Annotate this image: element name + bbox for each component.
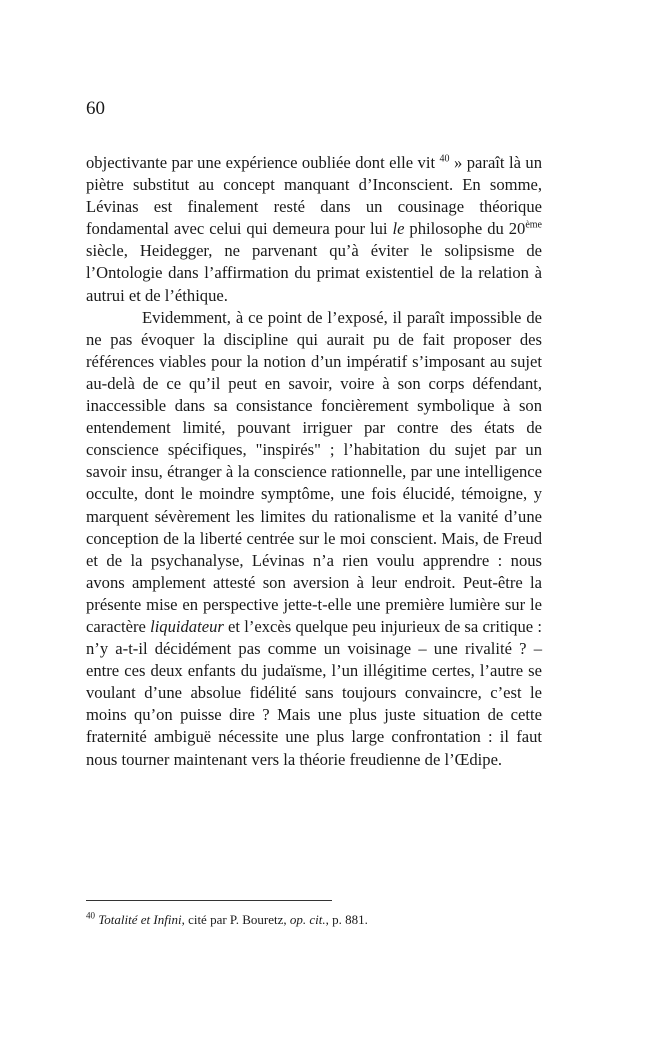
superscript-eme: ème <box>525 219 542 231</box>
footnote-text-b: , p. 881. <box>325 912 368 927</box>
paragraph-1-text-d: siècle, Heidegger, ne parvenant qu’à éviter le solipsisme de l’Ontologie dans l’affirmation du primat existentiel de la relation à autrui et de l’éthique. <box>86 241 542 305</box>
footnote-book-title: Totalité et Infini <box>98 912 182 927</box>
footnote-text-a: , cité par P. Bouretz, <box>181 912 290 927</box>
paragraph-2-text-a: Evidemment, à ce point de l’exposé, il paraît impossible de ne pas évoquer la discipline qui aurait pu de fait proposer des références viables pour la notion d’un impératif s’imposant au sujet au-delà de ce qu’il peut en savoir, voire à son corps défendant, inaccessible dans sa consistance foncièrement symbolique à son entendement limité, pouvant irriguer par contre des états de conscience spécifiques, "inspirés" ; l’habitation du sujet par un savoir insu, étranger à la conscience rationnelle, par une intelligence occulte, dont le moindre symptôme, une fois élucidé, témoigne, y marquent sévèrement les limites du rationalisme et la vanité d’une conception de la liberté centrée sur le moi conscient. Mais, de Freud et de la psychanalyse, Lévinas n’a rien voulu apprendre : nous avons amplement attesté son aversion à leur endroit. Peut-être la présente mise en perspective jette-t-elle une première lumière sur le caractère <box>86 307 542 636</box>
paragraph-1-text-a: objectivante par une expérience oubliée dont elle vit <box>86 153 440 172</box>
paragraph-1-text-c: philosophe du 20 <box>404 219 526 239</box>
footnote <box>86 912 542 928</box>
paragraph-2-text-b: et l’excès quelque peu injurieux de sa critique : n’y a-t-il décidément pas comme un voisinage – une rivalité ? – entre ces deux enfants du judaïsme, l’un illégitime certes, l’autre se voulant d’une absolue fidélité sans toujours convaincre, c’est le moins qu’on puisse dire ? Mais une plus juste situation de cette fraternité ambiguë nécessite une plus large confrontation : il faut nous tourner maintenant vers la théorie freudienne de l’Œdipe. <box>86 616 542 769</box>
page-number: 60 <box>86 98 105 119</box>
footnote-number: 40 <box>86 910 95 921</box>
footnote-divider <box>86 900 332 901</box>
italic-liquidateur: liquidateur <box>150 616 224 636</box>
paragraph-1-text-b: » paraît là un piètre substitut au concept manquant d’Inconscient. En somme, Lévinas est finalement resté dans un cousinage théorique fondamental avec celui qui demeura pour lui <box>86 153 543 239</box>
italic-le: le <box>392 219 405 239</box>
paragraph-2 <box>86 307 542 771</box>
body-text <box>86 152 542 771</box>
paragraph-1 <box>86 152 542 307</box>
footnote-reference: 40 <box>439 153 450 165</box>
footnote-op-cit: op. cit. <box>289 912 326 927</box>
